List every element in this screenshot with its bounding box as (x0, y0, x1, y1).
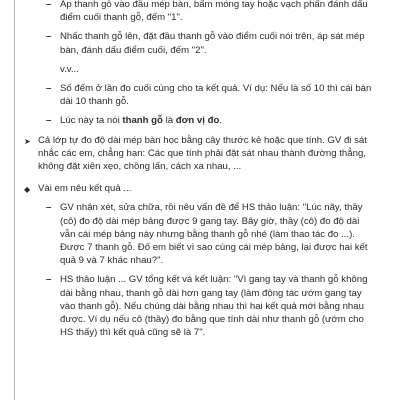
item-text: HS thảo luận ... GV tổng kết và kết luận: "Vì gang tay và thanh gỗ không dài bằng nhau, thanh gỗ dài hơn gang tay (làm động tác ướm gang tay vào thanh gỗ). Nếu chúng dài bằng nhau thì hai kết quả mới bằng nhau được. Ví dụ nếu cô (thầy) đo bằng que tính dài như thanh gỗ (ướm cho HS thấy) thì kết quả cũng sẽ là 7". (60, 274, 368, 339)
list-item (24, 134, 376, 174)
item-text: GV nhận xét, sửa chữa, rồi nêu vấn đề để HS thảo luận: "Lúc nãy, thầy (cô) đo độ dài mép bảng được 9 gang tay. Bây giờ, thầy (cô) đo độ dài vẫn cái mép bảng này nhưng bằng thanh gỗ nhé (làm thao tác đo ...). Được 7 thanh gỗ. Đố em biết vì sao cùng cái mép bảng, lại được hai kết quả 9 và 7 khác nhau?". (60, 202, 368, 267)
dash-bullet-icon: – (46, 0, 52, 10)
dash-bullet-icon: – (46, 274, 52, 286)
list-item (46, 0, 376, 24)
item-text: Áp thanh gỗ vào đầu mép bàn, bấm móng tay hoặc vạch phấn đánh dấu điểm cuối thanh gỗ, đếm "1". (60, 0, 368, 24)
dash-bullet-icon: – (46, 115, 52, 127)
list-item (46, 114, 376, 127)
list-item (46, 201, 376, 267)
item-text: Số đếm ở lần đo cuối cùng cho ta kết quả. Ví dụ: Nếu là số 10 thì cái bàn dài 10 thanh gỗ. (60, 83, 372, 108)
item-text: Nhấc thanh gỗ lên, đặt đầu thanh gỗ vào điểm cuối nói trên, áp sát mép bàn, đánh dấu điểm cuối, đếm "2". (60, 31, 365, 56)
item-text: Vài em nêu kết quả ... (38, 183, 132, 195)
item-text: Lúc này ta nói thanh gỗ là đơn vị đo. (60, 115, 222, 127)
dash-bullet-icon: – (46, 83, 52, 95)
page-body (24, 0, 376, 345)
list-item (46, 30, 376, 56)
left-margin-rule (14, 0, 15, 400)
diamond-bullet-icon: ◆ (24, 185, 31, 195)
triangle-bullet-icon: ➤ (24, 136, 31, 146)
list-item (46, 273, 376, 339)
item-text: Cả lớp tự đo độ dài mép bàn học bằng cây thước kẻ hoặc que tính. GV đi sát nhắc các em, chẳng hạn: Các que tính phải đặt sát nhau thành đường thẳng, không đặt xiên xẹo, chồng lấn, cách xa nhau, ... (38, 134, 367, 173)
ellipsis-line: v.v... (60, 63, 79, 75)
list-item (46, 82, 376, 108)
list-item (24, 182, 376, 195)
dash-bullet-icon: – (46, 31, 52, 43)
dash-bullet-icon: – (46, 202, 52, 214)
